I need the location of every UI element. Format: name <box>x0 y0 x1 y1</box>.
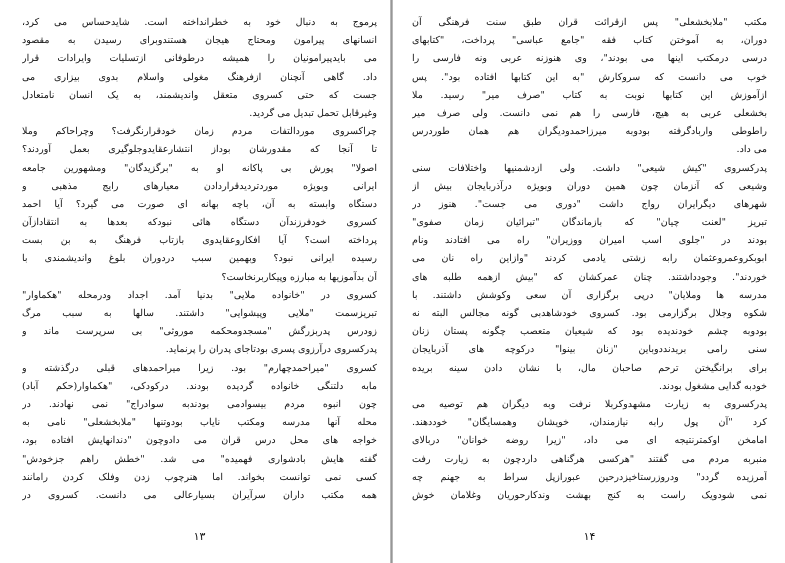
text-line: آن بدآموزیها به مبارزه وپیکاربرنخاست؟ <box>221 271 377 283</box>
text-line: پدرکسروی به زیارت مشهدوکربلا نرفت وبه دیگران هم توصیه می <box>412 398 767 410</box>
left-page <box>22 14 377 524</box>
book-gutter <box>390 0 393 563</box>
text-line: درسی درمکتب اینها می بودند"، وی هنوزنه عربی ونه فارسی را <box>412 53 767 65</box>
text-line: ایرانی وبویژه موردتردیدقراردادن معیارهای رایج مذهبی و <box>22 180 377 192</box>
text-line: پرموج به دنبال خود به خطرانداخته است. شایدحساس می کرد، <box>22 17 377 28</box>
text-line: مابه دلتنگی خانواده گردیده بودند. درکودکی، "هکماوار(حکم آباد) <box>22 380 377 392</box>
text-line: دستگاه وابسته به آن، باچه بهانه ای صورت می گیرد؟ آیا احمد <box>22 198 377 210</box>
text-line: کرد "آن پول رابه نیازمندان، خویشان وهمسایگان" خوددهند. <box>412 417 767 429</box>
page-number-right: ۱۴ <box>583 530 596 543</box>
text-line: دوران، به آموختن کتاب فقه "جامع عباسی" پرداخت، "کتابهای <box>412 35 767 47</box>
text-line: تا آنجا که مقدورشان بوداز انتشارعقایدوجلوگیری بعمل آوردند؟ <box>22 144 377 156</box>
text-line: برای برانگیختن ترحم صاحبان مال، با نشان دادن سینه بریده <box>412 362 767 374</box>
text-line: مکتب "ملابخشعلی" پس ازقرائت قران طبق سنت فرهنگی آن <box>412 17 767 28</box>
text-line: آمرزیده گردد" ودروزرستاخیزدرحین عبورازپل سراط به جهنم چه <box>412 471 767 483</box>
text-line: چون انبوه مردم بیسوادمی بودندبه سوادراج" نمی نهادند. در <box>22 398 377 410</box>
text-line: همه مکتب داران سرآیران بسیارعالی می دانست. کسروی در <box>22 489 377 501</box>
text-line: جست که حتی کسروی متعقل واندیشمند، به یک انسان نامتعادل <box>22 89 377 101</box>
text-line: انسانهای پیرامون ومحتاج هیجان هستندوبرای رسیدن به مقصود <box>22 35 377 47</box>
text-line: داد. گاهی آنچنان ازفرهنگ مغولی واسلام بدوی بیزاری می <box>22 71 377 83</box>
text-line: محله آنها مدرسه ومکتب نایاب بودوتنها "ملابخشعلی" نامی به <box>22 417 377 429</box>
text-line: بودوبه چشم خودندیده بود که شیعیان متعصب چگونه پستان زنان <box>412 326 767 338</box>
text-line: منبربه مردم می گفتند "هرکسی هرگناهی داردچون به زیارت رفت <box>412 453 767 465</box>
text-line: می داد. <box>736 144 767 156</box>
text-line: خواجه های محل درس قران می دادوچون "دندانهایش افتاده بود، <box>22 435 377 447</box>
text-line: اصولا" پورش بی پاکانه او به "برگزیدگان" ومشهورین جامعه <box>22 162 377 174</box>
text-line: پرداخته است؟ آیا افکاروعقایدوی بازتاب فرهنگ به بن بست <box>22 235 377 247</box>
text-line: ابوبکروعمروعثمان رابه زشتی یادمی کردند "وازاین راه نان می <box>412 253 767 265</box>
text-line: پدرکسروی درآرزوی پسری بودتاجای پدران را پرنماید. <box>165 344 377 356</box>
text-line: وغیرقابل تحمل تبدیل می گردید. <box>249 107 377 119</box>
text-line: مدرسه ها وملایان" درپی برگزاری آن سعی وکوشش داشتند. با <box>412 289 767 301</box>
text-line: بودند در "جلوی اسب امیران ووزیران" راه می افتادند ونام <box>412 235 767 247</box>
text-line: تبریزسمت "ملایی وپیشوایی" داشتند. سالها به سبب مرگ <box>22 308 377 319</box>
text-line: خوب می دانست که سروکارش "به این کتابها افتاده بود". پس <box>412 71 767 83</box>
text-line: نمی شودویک راست به کنج بهشت وندکارحوریان وغلامان خوش <box>412 489 767 501</box>
text-line: راطوطی واربادگرفته بودوبه میرزاحمدودیگران هم همان طوردرس <box>412 126 767 138</box>
text-line: کسروی در "خانواده ملایی" بدنیا آمد. اجداد ودرمحله "هکماوار" <box>22 289 377 301</box>
text-line: کسروی "میراحمدچهارم" بود. زیرا میراحمدهای قبلی درگذشته و <box>22 362 377 374</box>
text-line: رسیده ایرانی نبود؟ وبهمین سبب دردوران بلوغ واندیشمندی با <box>22 253 377 265</box>
text-line: خوردند". وجودداشتند. چنان عمرکشان که "بیش ازهمه طلبه های <box>412 271 767 283</box>
page-number-left: ۱۳ <box>193 530 206 543</box>
text-line: امامخن اوکمترنتیجه ای می داد، "زیرا روضه خوانان" دربالای <box>412 435 767 447</box>
text-line: سنی رامی بریدنددوباین "زنان بینوا" درکوچه های آذربایجان <box>412 344 767 356</box>
text-line: وشیعی که آنزمان چون همین دوران وبویژه درآذربایجان بیش از <box>412 180 767 192</box>
text-line: شکوه وجلال برگزارمی بود. کسروی خودشاهدبی گونه مجالس البته نه <box>412 308 767 319</box>
text-line: بخشعلی عربی به هیچ، فارسی را هم نمی دانست. ولی صرف میر <box>412 107 767 119</box>
text-line: پدرکسروی "کیش شیعی" داشت. ولی ازدشمنیها واختلافات سنی <box>412 162 767 174</box>
text-line: کسی نمی توانست بخواند. اما هنرچوب زدن وفلک کردن رامانند <box>22 471 377 483</box>
text-line: زودرس پدربزرگش "مسجدومحکمه موروثی" بی سرپرست ماند و <box>22 326 377 338</box>
text-line: گفته هایش بادشواری فهمیده" می شد. "خطش راهم جزخودش" <box>22 453 377 465</box>
text-line: کسروی خودفرزندآن دستگاه هائی نبودکه بعدها به انتقادازآن <box>22 217 377 229</box>
right-page <box>412 14 767 524</box>
text-line: ازآموزش این کتابها نوبت به کتاب "صرف میر" رسید. ملا <box>412 89 767 101</box>
text-line: چراکسروی موردالتفات مردم زمان خودقرارنگرفت؟ وچراحاکم وملا <box>22 126 377 138</box>
text-line: می بایدپیرامونیان را همیشه درطوفانی ازتسلیات وایرادات قرار <box>22 53 377 65</box>
text-line: شهرهای دیگرایران رواج داشت "دوری می جست". هنوز در <box>412 198 767 210</box>
text-line: تبریز "لعنت چیان" که بازماندگان "تبرائیان زمان صفوی" <box>412 217 767 229</box>
text-line: خودبه گدایی مشغول بودند. <box>659 380 767 392</box>
